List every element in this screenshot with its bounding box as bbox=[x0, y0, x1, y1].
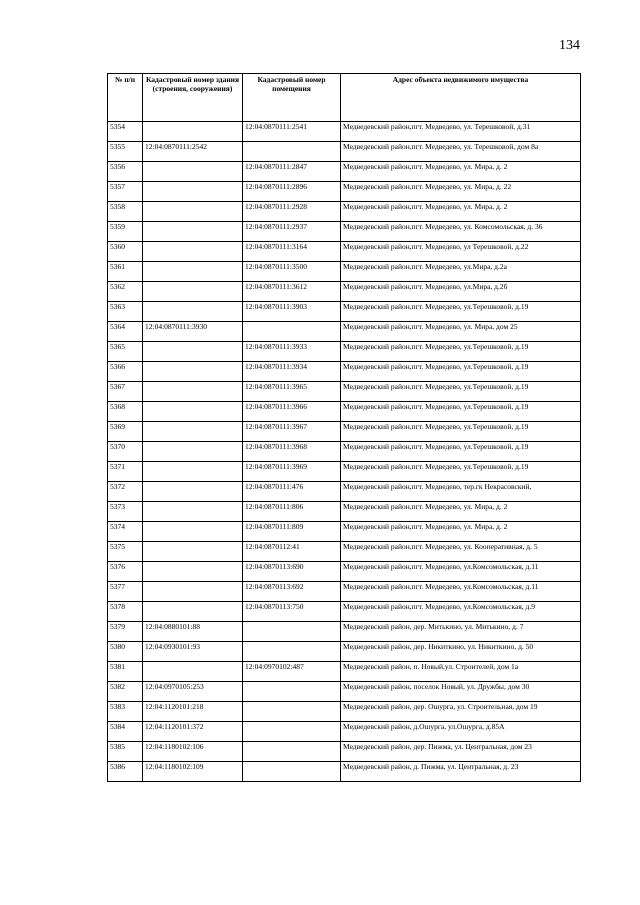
premises-cadastral-number bbox=[243, 682, 341, 702]
building-cadastral-number: 12:04:0880101:88 bbox=[143, 622, 243, 642]
table-body bbox=[108, 122, 581, 782]
row-number: 5385 bbox=[108, 742, 143, 762]
row-number: 5359 bbox=[108, 222, 143, 242]
object-address: Медведевский район,пгт. Медведево, ул.Терешковой, д.19 bbox=[341, 462, 581, 482]
table-row bbox=[108, 182, 581, 202]
building-cadastral-number bbox=[143, 242, 243, 262]
object-address: Медведевский район,пгт. Медведево, ул. Кооперативная, д. 5 bbox=[341, 542, 581, 562]
premises-cadastral-number bbox=[243, 322, 341, 342]
table-row bbox=[108, 562, 581, 582]
header-row-number: № п/п bbox=[108, 74, 143, 122]
building-cadastral-number: 12:04:1180102:109 bbox=[143, 762, 243, 782]
building-cadastral-number bbox=[143, 442, 243, 462]
table-row bbox=[108, 302, 581, 322]
premises-cadastral-number: 12:04:0870111:3612 bbox=[243, 282, 341, 302]
row-number: 5363 bbox=[108, 302, 143, 322]
row-number: 5374 bbox=[108, 522, 143, 542]
premises-cadastral-number bbox=[243, 762, 341, 782]
table-row bbox=[108, 642, 581, 662]
row-number: 5370 bbox=[108, 442, 143, 462]
object-address: Медведевский район,пгт. Медведево, ул.Терешковой, д.19 bbox=[341, 302, 581, 322]
table-row bbox=[108, 442, 581, 462]
object-address: Медведевский район,пгт. Медведево, ул.Терешковой, д.19 bbox=[341, 382, 581, 402]
object-address: Медведевский район,пгт. Медведево, ул.Терешковой, д.19 bbox=[341, 362, 581, 382]
row-number: 5360 bbox=[108, 242, 143, 262]
table-row bbox=[108, 662, 581, 682]
premises-cadastral-number: 12:04:0870113:750 bbox=[243, 602, 341, 622]
object-address: Медведевский район,пгт. Медведево, ул.Терешковой, д.19 bbox=[341, 402, 581, 422]
premises-cadastral-number: 12:04:0870111:3967 bbox=[243, 422, 341, 442]
building-cadastral-number bbox=[143, 482, 243, 502]
page-number: 134 bbox=[559, 38, 580, 53]
object-address: Медведевский район,пгт. Медведево, ул. Терешковой, дом 8а bbox=[341, 142, 581, 162]
table-row bbox=[108, 262, 581, 282]
premises-cadastral-number: 12:04:0870111:806 bbox=[243, 502, 341, 522]
row-number: 5355 bbox=[108, 142, 143, 162]
table-row bbox=[108, 202, 581, 222]
table-row bbox=[108, 682, 581, 702]
premises-cadastral-number bbox=[243, 702, 341, 722]
object-address: Медведевский район,пгт. Медведево, ул. Мира, д. 2 bbox=[341, 522, 581, 542]
table-row bbox=[108, 482, 581, 502]
table-row bbox=[108, 542, 581, 562]
building-cadastral-number bbox=[143, 562, 243, 582]
premises-cadastral-number bbox=[243, 622, 341, 642]
table-row bbox=[108, 742, 581, 762]
table-row bbox=[108, 362, 581, 382]
object-address: Медведевский район,пгт. Медведево, ул.Терешковой, д.19 bbox=[341, 422, 581, 442]
building-cadastral-number: 12:04:0970105:253 bbox=[143, 682, 243, 702]
table-row bbox=[108, 422, 581, 442]
building-cadastral-number bbox=[143, 202, 243, 222]
row-number: 5375 bbox=[108, 542, 143, 562]
premises-cadastral-number: 12:04:0870111:2928 bbox=[243, 202, 341, 222]
object-address: Медведевский район,пгт. Медведево, ул. Мира, д. 2 bbox=[341, 502, 581, 522]
premises-cadastral-number: 12:04:0870112:41 bbox=[243, 542, 341, 562]
premises-cadastral-number: 12:04:0870111:809 bbox=[243, 522, 341, 542]
header-premises-cadastral: Кадастровый номер помещения bbox=[243, 74, 341, 122]
building-cadastral-number bbox=[143, 362, 243, 382]
building-cadastral-number bbox=[143, 542, 243, 562]
table-row bbox=[108, 762, 581, 782]
object-address: Медведевский район,пгт. Медведево, ул.Мира, д.2б bbox=[341, 282, 581, 302]
building-cadastral-number bbox=[143, 282, 243, 302]
premises-cadastral-number bbox=[243, 742, 341, 762]
building-cadastral-number bbox=[143, 582, 243, 602]
row-number: 5365 bbox=[108, 342, 143, 362]
object-address: Медведевский район,пгт. Медведево, ул.Мира, д.2а bbox=[341, 262, 581, 282]
premises-cadastral-number: 12:04:0870111:3934 bbox=[243, 362, 341, 382]
table-row bbox=[108, 702, 581, 722]
premises-cadastral-number: 12:04:0870111:2937 bbox=[243, 222, 341, 242]
table-row bbox=[108, 242, 581, 262]
premises-cadastral-number: 12:04:0870111:3965 bbox=[243, 382, 341, 402]
table-row bbox=[108, 602, 581, 622]
table-header-row bbox=[108, 74, 581, 122]
building-cadastral-number: 12:04:0870111:2542 bbox=[143, 142, 243, 162]
building-cadastral-number bbox=[143, 402, 243, 422]
table-row bbox=[108, 582, 581, 602]
row-number: 5373 bbox=[108, 502, 143, 522]
premises-cadastral-number: 12:04:0870111:2896 bbox=[243, 182, 341, 202]
premises-cadastral-number: 12:04:0870111:3933 bbox=[243, 342, 341, 362]
building-cadastral-number: 12:04:1180102:106 bbox=[143, 742, 243, 762]
object-address: Медведевский район, дер. Ошурга, ул. Строительная, дом 19 bbox=[341, 702, 581, 722]
object-address: Медведевский район,пгт. Медведево, ул. Мира, д. 22 bbox=[341, 182, 581, 202]
row-number: 5382 bbox=[108, 682, 143, 702]
table-row bbox=[108, 382, 581, 402]
premises-cadastral-number: 12:04:0870111:2847 bbox=[243, 162, 341, 182]
row-number: 5386 bbox=[108, 762, 143, 782]
table-row bbox=[108, 322, 581, 342]
object-address: Медведевский район,пгт. Медведево, ул. Терешковой, д.31 bbox=[341, 122, 581, 142]
row-number: 5384 bbox=[108, 722, 143, 742]
row-number: 5380 bbox=[108, 642, 143, 662]
table-row bbox=[108, 342, 581, 362]
row-number: 5383 bbox=[108, 702, 143, 722]
table-row bbox=[108, 162, 581, 182]
building-cadastral-number bbox=[143, 382, 243, 402]
object-address: Медведевский район, поселок Новый, ул. Дружбы, дом 30 bbox=[341, 682, 581, 702]
premises-cadastral-number: 12:04:0870111:3500 bbox=[243, 262, 341, 282]
building-cadastral-number: 12:04:1120101:372 bbox=[143, 722, 243, 742]
header-building-cadastral: Кадастровый номер здания (строения, сооружения) bbox=[143, 74, 243, 122]
table-row bbox=[108, 402, 581, 422]
object-address: Медведевский район, дер. Никиткино, ул. Никиткино, д. 50 bbox=[341, 642, 581, 662]
table-row bbox=[108, 122, 581, 142]
premises-cadastral-number: 12:04:0870111:476 bbox=[243, 482, 341, 502]
building-cadastral-number bbox=[143, 262, 243, 282]
building-cadastral-number bbox=[143, 462, 243, 482]
object-address: Медведевский район, д.Ошурга, ул.Ошурга, д.85А bbox=[341, 722, 581, 742]
building-cadastral-number: 12:04:1120101:218 bbox=[143, 702, 243, 722]
premises-cadastral-number: 12:04:0870111:3969 bbox=[243, 462, 341, 482]
row-number: 5361 bbox=[108, 262, 143, 282]
table-row bbox=[108, 722, 581, 742]
row-number: 5358 bbox=[108, 202, 143, 222]
building-cadastral-number bbox=[143, 302, 243, 322]
row-number: 5357 bbox=[108, 182, 143, 202]
row-number: 5366 bbox=[108, 362, 143, 382]
building-cadastral-number bbox=[143, 502, 243, 522]
object-address: Медведевский район,пгт. Медведево, ул.Комсомольская, д.11 bbox=[341, 562, 581, 582]
object-address: Медведевский район,пгт. Медведево, тер.гк Некрасовский, bbox=[341, 482, 581, 502]
table-row bbox=[108, 622, 581, 642]
premises-cadastral-number: 12:04:0970102:487 bbox=[243, 662, 341, 682]
building-cadastral-number bbox=[143, 122, 243, 142]
table-row bbox=[108, 462, 581, 482]
row-number: 5367 bbox=[108, 382, 143, 402]
table-row bbox=[108, 142, 581, 162]
property-registry-table bbox=[107, 73, 581, 782]
premises-cadastral-number: 12:04:0870111:2541 bbox=[243, 122, 341, 142]
building-cadastral-number bbox=[143, 342, 243, 362]
row-number: 5368 bbox=[108, 402, 143, 422]
object-address: Медведевский район,пгт. Медведево, ул. Мира, дом 25 bbox=[341, 322, 581, 342]
object-address: Медведевский район, п. Новый,ул. Строителей, дом 1а bbox=[341, 662, 581, 682]
object-address: Медведевский район,пгт. Медведево, ул.Комсомольская, д.9 bbox=[341, 602, 581, 622]
row-number: 5356 bbox=[108, 162, 143, 182]
header-address: Адрес объекта недвижимого имущества bbox=[341, 74, 581, 122]
premises-cadastral-number bbox=[243, 722, 341, 742]
row-number: 5369 bbox=[108, 422, 143, 442]
premises-cadastral-number: 12:04:0870113:692 bbox=[243, 582, 341, 602]
building-cadastral-number bbox=[143, 662, 243, 682]
table-row bbox=[108, 522, 581, 542]
premises-cadastral-number: 12:04:0870111:3968 bbox=[243, 442, 341, 462]
row-number: 5372 bbox=[108, 482, 143, 502]
building-cadastral-number bbox=[143, 162, 243, 182]
premises-cadastral-number bbox=[243, 642, 341, 662]
premises-cadastral-number: 12:04:0870111:3903 bbox=[243, 302, 341, 322]
building-cadastral-number: 12:04:0930101:93 bbox=[143, 642, 243, 662]
row-number: 5379 bbox=[108, 622, 143, 642]
object-address: Медведевский район,пгт. Медведево, ул.Терешковой, д.19 bbox=[341, 442, 581, 462]
object-address: Медведевский район,пгт. Медведево, ул.Комсомольская, д.11 bbox=[341, 582, 581, 602]
building-cadastral-number bbox=[143, 522, 243, 542]
premises-cadastral-number bbox=[243, 142, 341, 162]
row-number: 5378 bbox=[108, 602, 143, 622]
object-address: Медведевский район, д. Пижма, ул. Центральная, д. 23 bbox=[341, 762, 581, 782]
building-cadastral-number bbox=[143, 602, 243, 622]
row-number: 5364 bbox=[108, 322, 143, 342]
table-row bbox=[108, 282, 581, 302]
table-row bbox=[108, 502, 581, 522]
building-cadastral-number: 12:04:0870111:3930 bbox=[143, 322, 243, 342]
building-cadastral-number bbox=[143, 182, 243, 202]
object-address: Медведевский район, дер. Пижма, ул. Центральная, дом 23 bbox=[341, 742, 581, 762]
object-address: Медведевский район,пгт. Медведево, ул.Терешковой, д.19 bbox=[341, 342, 581, 362]
row-number: 5381 bbox=[108, 662, 143, 682]
object-address: Медведевский район,пгт. Медведево, ул Терешковой, д.22 bbox=[341, 242, 581, 262]
premises-cadastral-number: 12:04:0870111:3164 bbox=[243, 242, 341, 262]
row-number: 5376 bbox=[108, 562, 143, 582]
object-address: Медведевский район,пгт. Медведево, ул. Комсомольская, д. 36 bbox=[341, 222, 581, 242]
object-address: Медведевский район, дер. Митькино, ул. Митькино, д. 7 bbox=[341, 622, 581, 642]
row-number: 5362 bbox=[108, 282, 143, 302]
row-number: 5377 bbox=[108, 582, 143, 602]
table-row bbox=[108, 222, 581, 242]
row-number: 5354 bbox=[108, 122, 143, 142]
premises-cadastral-number: 12:04:0870113:690 bbox=[243, 562, 341, 582]
row-number: 5371 bbox=[108, 462, 143, 482]
premises-cadastral-number: 12:04:0870111:3966 bbox=[243, 402, 341, 422]
object-address: Медведевский район,пгт. Медведево, ул. Мира, д. 2 bbox=[341, 162, 581, 182]
building-cadastral-number bbox=[143, 422, 243, 442]
object-address: Медведевский район,пгт. Медведево, ул. Мира, д. 2 bbox=[341, 202, 581, 222]
building-cadastral-number bbox=[143, 222, 243, 242]
